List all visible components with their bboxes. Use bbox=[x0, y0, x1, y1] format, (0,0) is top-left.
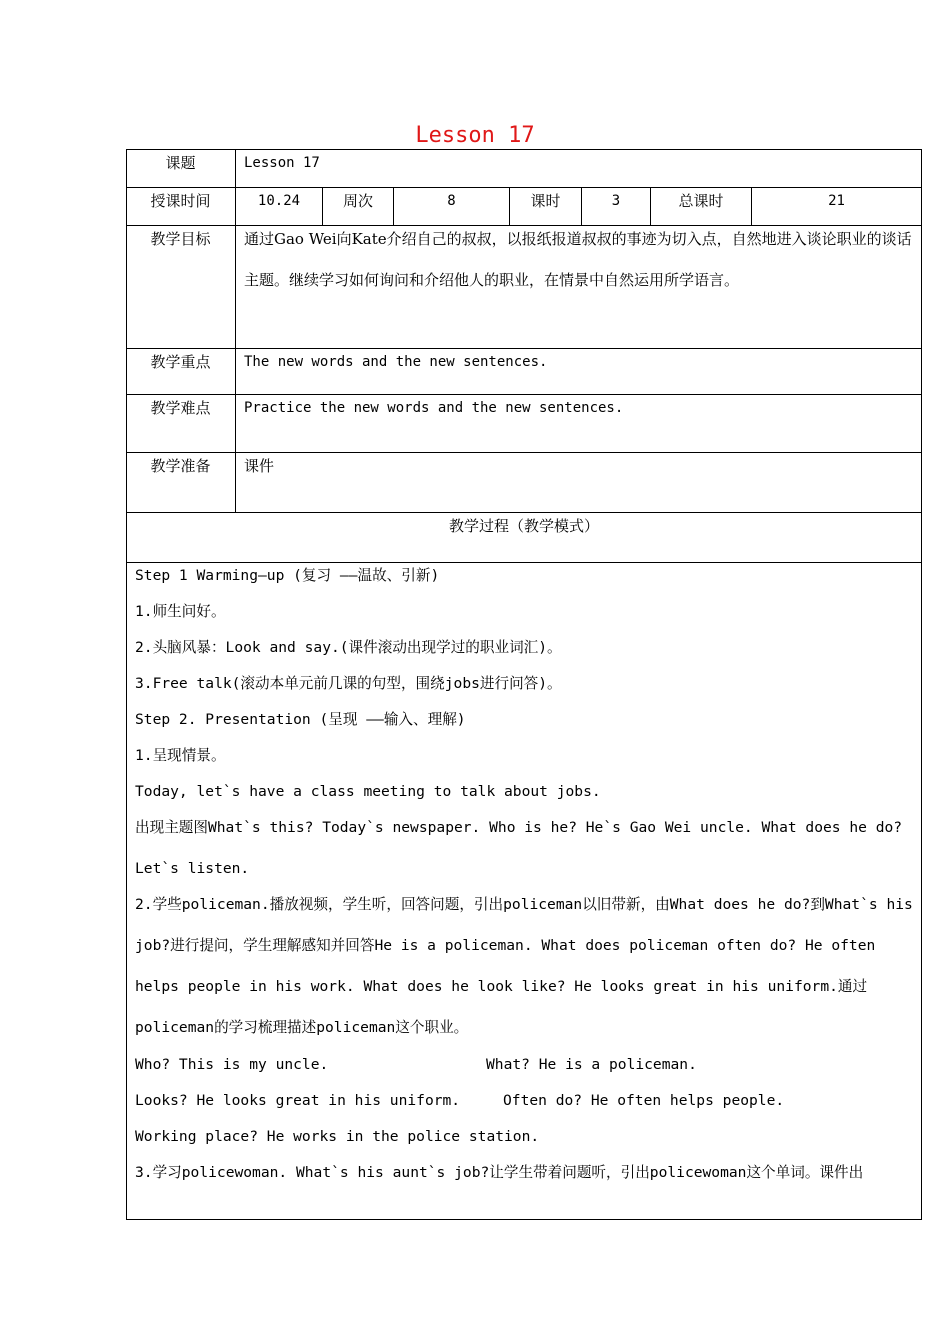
dialog-pair-left: Who? This is my uncle. bbox=[135, 1056, 329, 1073]
process-line: Today, let`s have a class meeting to talk about jobs. bbox=[135, 783, 601, 800]
total-label: 总课时 bbox=[678, 192, 724, 210]
total-value: 21 bbox=[828, 193, 845, 209]
period-value: 3 bbox=[611, 193, 621, 209]
key-label: 教学重点 bbox=[150, 353, 211, 371]
row-divider bbox=[126, 562, 922, 563]
table-border-left bbox=[126, 149, 127, 1220]
dialog-pair-right: Often do? He often helps people. bbox=[503, 1092, 785, 1109]
process-line: 1.师生问好。 bbox=[135, 603, 226, 620]
process-line: 3.学习policewoman. What`s his aunt`s job?让学生带着问题听，引出policewoman这个单词。课件出 bbox=[135, 1164, 864, 1181]
process-line: Step 1 Warming—up (复习 ——温故、引新) bbox=[135, 567, 440, 584]
key-value: The new words and the new sentences. bbox=[244, 354, 548, 370]
process-line: 2.头脑风暴：Look and say.(课件滚动出现学过的职业词汇)。 bbox=[135, 639, 562, 656]
time-value: 10.24 bbox=[257, 193, 301, 209]
process-line: Working place? He works in the police station. bbox=[135, 1128, 540, 1145]
difficulty-label: 教学难点 bbox=[150, 399, 211, 417]
process-header: 教学过程（教学模式） bbox=[448, 517, 599, 535]
prep-value: 课件 bbox=[244, 457, 275, 475]
prep-label: 教学准备 bbox=[150, 457, 211, 475]
row-divider bbox=[126, 348, 922, 349]
dialog-pair-right: What? He is a policeman. bbox=[486, 1056, 697, 1073]
week-value: 8 bbox=[447, 193, 456, 209]
table-border-bottom bbox=[126, 1219, 922, 1220]
row-divider bbox=[126, 512, 922, 513]
table-border-right bbox=[921, 149, 922, 1220]
process-paragraph: 2.学些policeman.播放视频，学生听，回答问题，引出policeman以旧带新，由What does he do?到What`s his job?进行提问，学生理解感知并回答He is a policeman. What does policeman often do? He often helps people in his work. What does he look like? He looks great in his uniform.通过policeman的学习梳理描述policeman这个职业。 bbox=[135, 896, 913, 1036]
time-label: 授课时间 bbox=[150, 192, 211, 210]
process-line: 3.Free talk(滚动本单元前几课的句型，围绕jobs进行问答)。 bbox=[135, 675, 562, 692]
dialog-pair-left: Looks? He looks great in his uniform. bbox=[135, 1092, 461, 1109]
difficulty-value: Practice the new words and the new sentences. bbox=[244, 400, 624, 416]
topic-value: Lesson 17 bbox=[244, 155, 320, 171]
goal-label: 教学目标 bbox=[150, 230, 211, 248]
topic-label: 课题 bbox=[165, 154, 196, 172]
document-title: Lesson 17 bbox=[415, 123, 535, 148]
process-paragraph: 出现主题图What`s this? Today`s newspaper. Who is he? He`s Gao Wei uncle. What does he do? Let`s listen. bbox=[135, 819, 903, 877]
row-divider bbox=[126, 452, 922, 453]
process-line: 1.呈现情景。 bbox=[135, 747, 226, 764]
row-divider bbox=[126, 394, 922, 395]
row-divider bbox=[126, 187, 922, 188]
goal-value: 通过Gao Wei向Kate介绍自己的叔叔，以报纸报道叔叔的事迹为切入点，自然地进入谈论职业的谈话主题。继续学习如何询问和介绍他人的职业，在情景中自然运用所学语言。 bbox=[244, 230, 912, 289]
lesson-plan-table bbox=[126, 149, 922, 1220]
process-line: Step 2. Presentation (呈现 ——输入、理解) bbox=[135, 711, 466, 728]
week-label: 周次 bbox=[342, 192, 373, 210]
table-border-top bbox=[126, 149, 922, 150]
period-label: 课时 bbox=[530, 192, 561, 210]
